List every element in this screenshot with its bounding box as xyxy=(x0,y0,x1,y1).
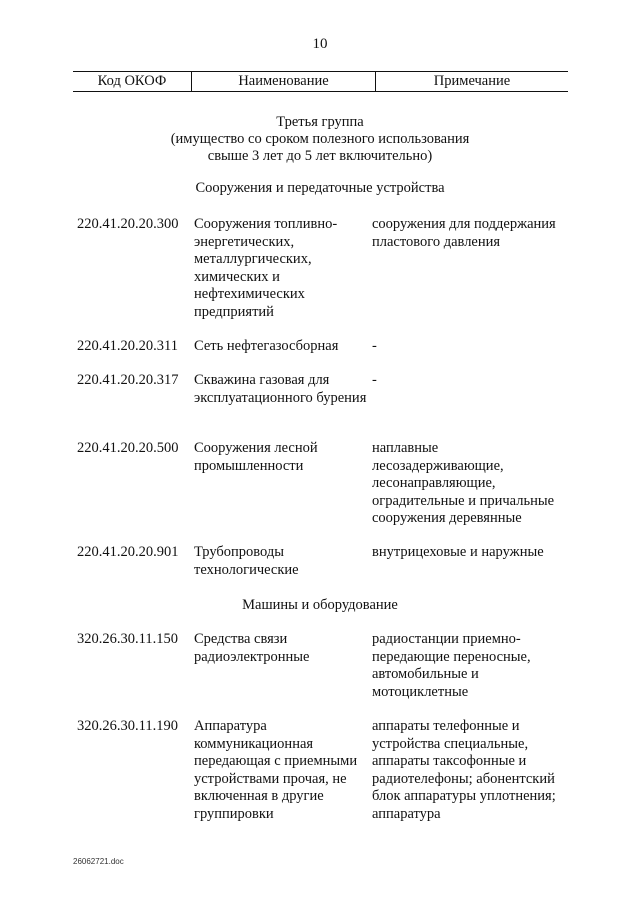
table-row xyxy=(77,338,577,356)
row-name: Аппаратура коммуникационная передающая с приемными устройствами прочая, не включенная в другие группировки xyxy=(194,718,358,822)
group-subtitle-1: (имущество со сроком полезного использования xyxy=(170,131,470,147)
row-note: внутрицеховые и наружные xyxy=(372,544,544,560)
row-code: 220.41.20.20.500 xyxy=(77,440,179,456)
row-name: Сооружения топливно-энергетических, металлургических, химических и нефтехимических предприятий xyxy=(194,216,338,320)
section-title-machines: Машины и оборудование xyxy=(242,597,398,613)
row-code: 320.26.30.11.150 xyxy=(77,631,178,647)
section-title-structures: Сооружения и передаточные устройства xyxy=(195,180,445,196)
table-header xyxy=(73,71,568,92)
group-title: Третья группа xyxy=(276,114,364,130)
row-name: Сооружения лесной промышленности xyxy=(194,440,318,474)
table-row xyxy=(77,372,577,407)
header-name: Наименование xyxy=(192,72,376,91)
table-row xyxy=(77,216,577,321)
table-row xyxy=(77,440,577,528)
row-code: 320.26.30.11.190 xyxy=(77,718,178,734)
row-note: аппараты телефонные и устройства специальные, аппараты таксофонные и радиотелефоны; абонентский блок аппаратуры уплотнения; аппаратура xyxy=(372,718,556,822)
row-name: Скважина газовая для эксплуатационного бурения xyxy=(194,372,367,406)
row-name: Трубопроводы технологические xyxy=(194,544,299,578)
header-code: Код ОКОФ xyxy=(73,72,192,91)
table-row xyxy=(77,631,577,701)
row-code: 220.41.20.20.311 xyxy=(77,338,178,354)
header-note: Примечание xyxy=(433,73,511,89)
row-note: радиостанции приемно-передающие переносные, автомобильные и мотоциклетные xyxy=(372,631,531,700)
footer-filename: 26062721.doc xyxy=(73,857,124,866)
row-note: - xyxy=(372,338,377,354)
table-row xyxy=(77,718,577,823)
row-note: сооружения для поддержания пластового давления xyxy=(372,216,556,250)
row-name: Сеть нефтегазосборная xyxy=(194,338,339,354)
row-note: - xyxy=(372,372,377,388)
row-note: наплавные лесозадерживающие, лесонаправляющие, оградительные и причальные сооружения деревянные xyxy=(372,440,555,526)
group-subtitle-2: свыше 3 лет до 5 лет включительно) xyxy=(207,148,433,164)
row-code: 220.41.20.20.300 xyxy=(77,216,179,232)
table-row xyxy=(77,544,577,579)
row-name: Средства связи радиоэлектронные xyxy=(194,631,310,665)
row-code: 220.41.20.20.317 xyxy=(77,372,179,388)
page-number: 10 xyxy=(312,36,328,52)
row-code: 220.41.20.20.901 xyxy=(77,544,179,560)
